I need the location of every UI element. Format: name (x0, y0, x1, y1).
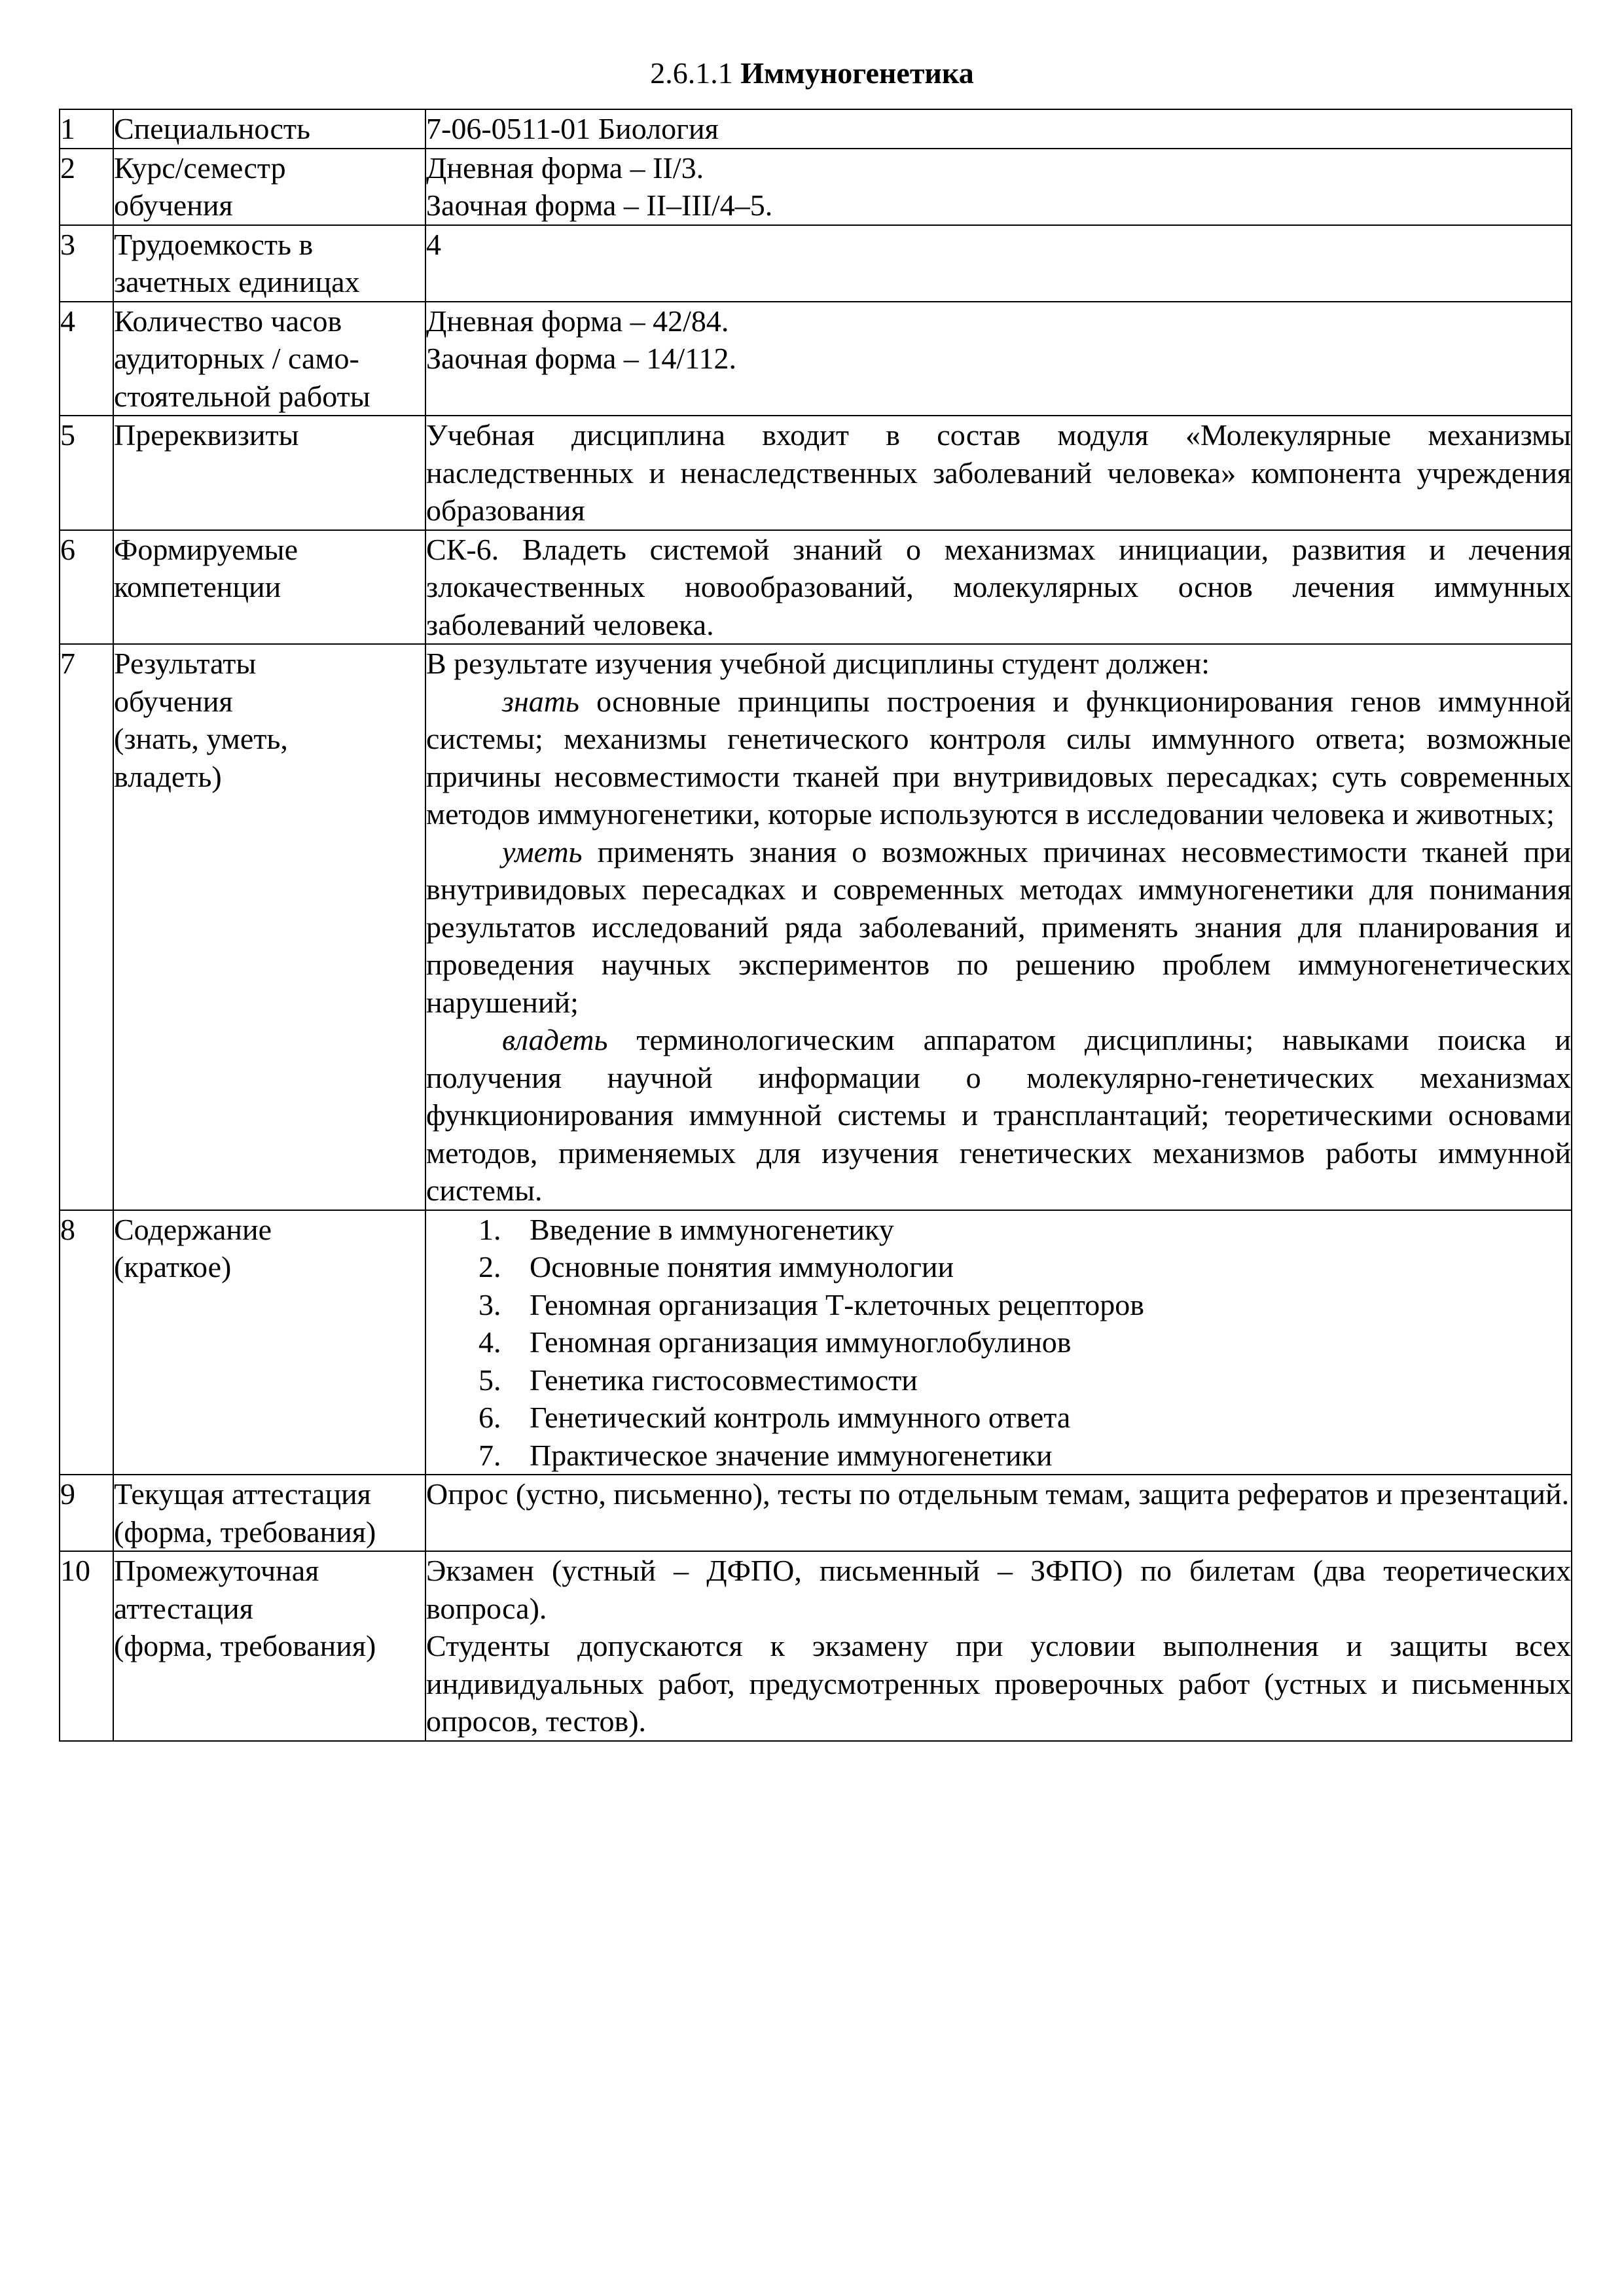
row-label: Текущая аттестация (форма, требования) (113, 1475, 425, 1551)
row-number: 2 (60, 149, 113, 225)
row-value (425, 1475, 1572, 1551)
table-row (60, 302, 1572, 416)
table-row (60, 1551, 1572, 1741)
course-info-table (59, 109, 1572, 1742)
list-item: 2. Основные понятия иммунологии (478, 1250, 954, 1283)
table-row (60, 149, 1572, 225)
row-label: Специальность (113, 109, 425, 149)
row-number: 10 (60, 1551, 113, 1741)
table-row (60, 530, 1572, 645)
outcome-know: знать основные принципы построения и функционирования генов иммунной системы; механизмы генетического контроля силы иммунного ответа; возможные причины несовместимости тканей при внутривидовых пересадках; суть современных методов иммуногенетики, которые используются в исследовании человека и животных; (426, 684, 1571, 831)
row-value: Дневная форма – II/3. Заочная форма – II–III/4–5. (425, 149, 1572, 225)
row-number: 1 (60, 109, 113, 149)
table-row (60, 416, 1572, 530)
outcome-term: уметь (502, 834, 583, 869)
prerequisites-text: Учебная дисциплина входит в состав модуля «Молекулярные механизмы наследственных и ненаследственных заболеваний человека» компонента учреждения образования (426, 418, 1571, 527)
list-item: 4. Геномная организация иммуноглобулинов (478, 1325, 1072, 1359)
row-number: 6 (60, 530, 113, 645)
exam-text: Экзамен (устный – ДФПО, письменный – ЗФПО) по билетам (два теоретических вопроса). (426, 1554, 1571, 1625)
row-label: Формируемые компетенции (113, 530, 425, 645)
row-number: 9 (60, 1475, 113, 1551)
list-item: 5. Генетика гистосовместимости (478, 1363, 918, 1397)
table-row (60, 225, 1572, 302)
row-value: 4 (425, 225, 1572, 302)
row-number: 4 (60, 302, 113, 416)
current-assessment-text: Опрос (устно, письменно), тесты по отдельным темам, защита рефератов и презентаций. (426, 1477, 1570, 1511)
row-value: 7-06-0511-01 Биология (425, 109, 1572, 149)
row-value (425, 416, 1572, 530)
list-item: 6. Генетический контроль иммунного ответа (478, 1401, 1071, 1434)
row-label: Содержание (краткое) (113, 1210, 425, 1475)
table-row (60, 1210, 1572, 1475)
list-item: 3. Геномная организация Т-клеточных рецепторов (478, 1287, 1144, 1321)
row-number: 3 (60, 225, 113, 302)
list-item: 1. Введение в иммуногенетику (478, 1212, 894, 1246)
table-row (60, 109, 1572, 149)
row-number: 5 (60, 416, 113, 530)
topics-list (426, 1211, 1571, 1475)
row-value: Дневная форма – 42/84. Заочная форма – 14/112. (425, 302, 1572, 416)
outcome-can: уметь применять знания о возможных причинах несовместимости тканей при внутривидовых пересадках и современных методах иммуногенетики для понимания результатов исследований ряда заболеваний, применять знания для планирования и проведения научных экспериментов по решению проблем иммуногенетических нарушений; (426, 834, 1571, 1019)
row-value (425, 1210, 1572, 1475)
table-row (60, 1475, 1572, 1551)
section-number: 2.6.1.1 (650, 56, 733, 90)
outcome-master: владеть терминологическим аппаратом дисциплины; навыками поиска и получения научной информации о молекулярно-генетических механизмах функционирования иммунной системы и трансплантаций; теоретическими основами методов, применяемых для изучения генетических механизмов работы иммунной системы. (426, 1023, 1571, 1207)
row-value (425, 644, 1572, 1210)
row-label: Результаты обучения (знать, уметь, владеть) (113, 644, 425, 1210)
row-number: 7 (60, 644, 113, 1210)
outcome-term: знать (502, 684, 579, 718)
row-value (425, 1551, 1572, 1741)
row-value (425, 530, 1572, 645)
table-row (60, 644, 1572, 1210)
list-item: 7. Практическое значение иммуногенетики (478, 1438, 1053, 1472)
outcome-term: владеть (502, 1023, 608, 1056)
row-label: Количество часов аудиторных / само- стоятельной работы (113, 302, 425, 416)
competence-text: СК-6. Владеть системой знаний о механизмах инициации, развития и лечения злокачественных новообразований, молекулярных основ лечения иммунных заболеваний человека. (426, 532, 1571, 641)
outcomes-intro: В результате изучения учебной дисциплины студент должен: (426, 647, 1210, 680)
section-name: Иммуногенетика (740, 56, 974, 90)
section-title (0, 55, 1624, 92)
admission-text: Студенты допускаются к экзамену при условии выполнения и защиты всех индивидуальных работ, предусмотренных проверочных работ (устных и письменных опросов, тестов). (426, 1629, 1571, 1738)
row-number: 8 (60, 1210, 113, 1475)
row-label: Курс/семестр обучения (113, 149, 425, 225)
row-label: Пререквизиты (113, 416, 425, 530)
row-label: Промежуточная аттестация (форма, требования) (113, 1551, 425, 1741)
row-label: Трудоемкость в зачетных единицах (113, 225, 425, 302)
